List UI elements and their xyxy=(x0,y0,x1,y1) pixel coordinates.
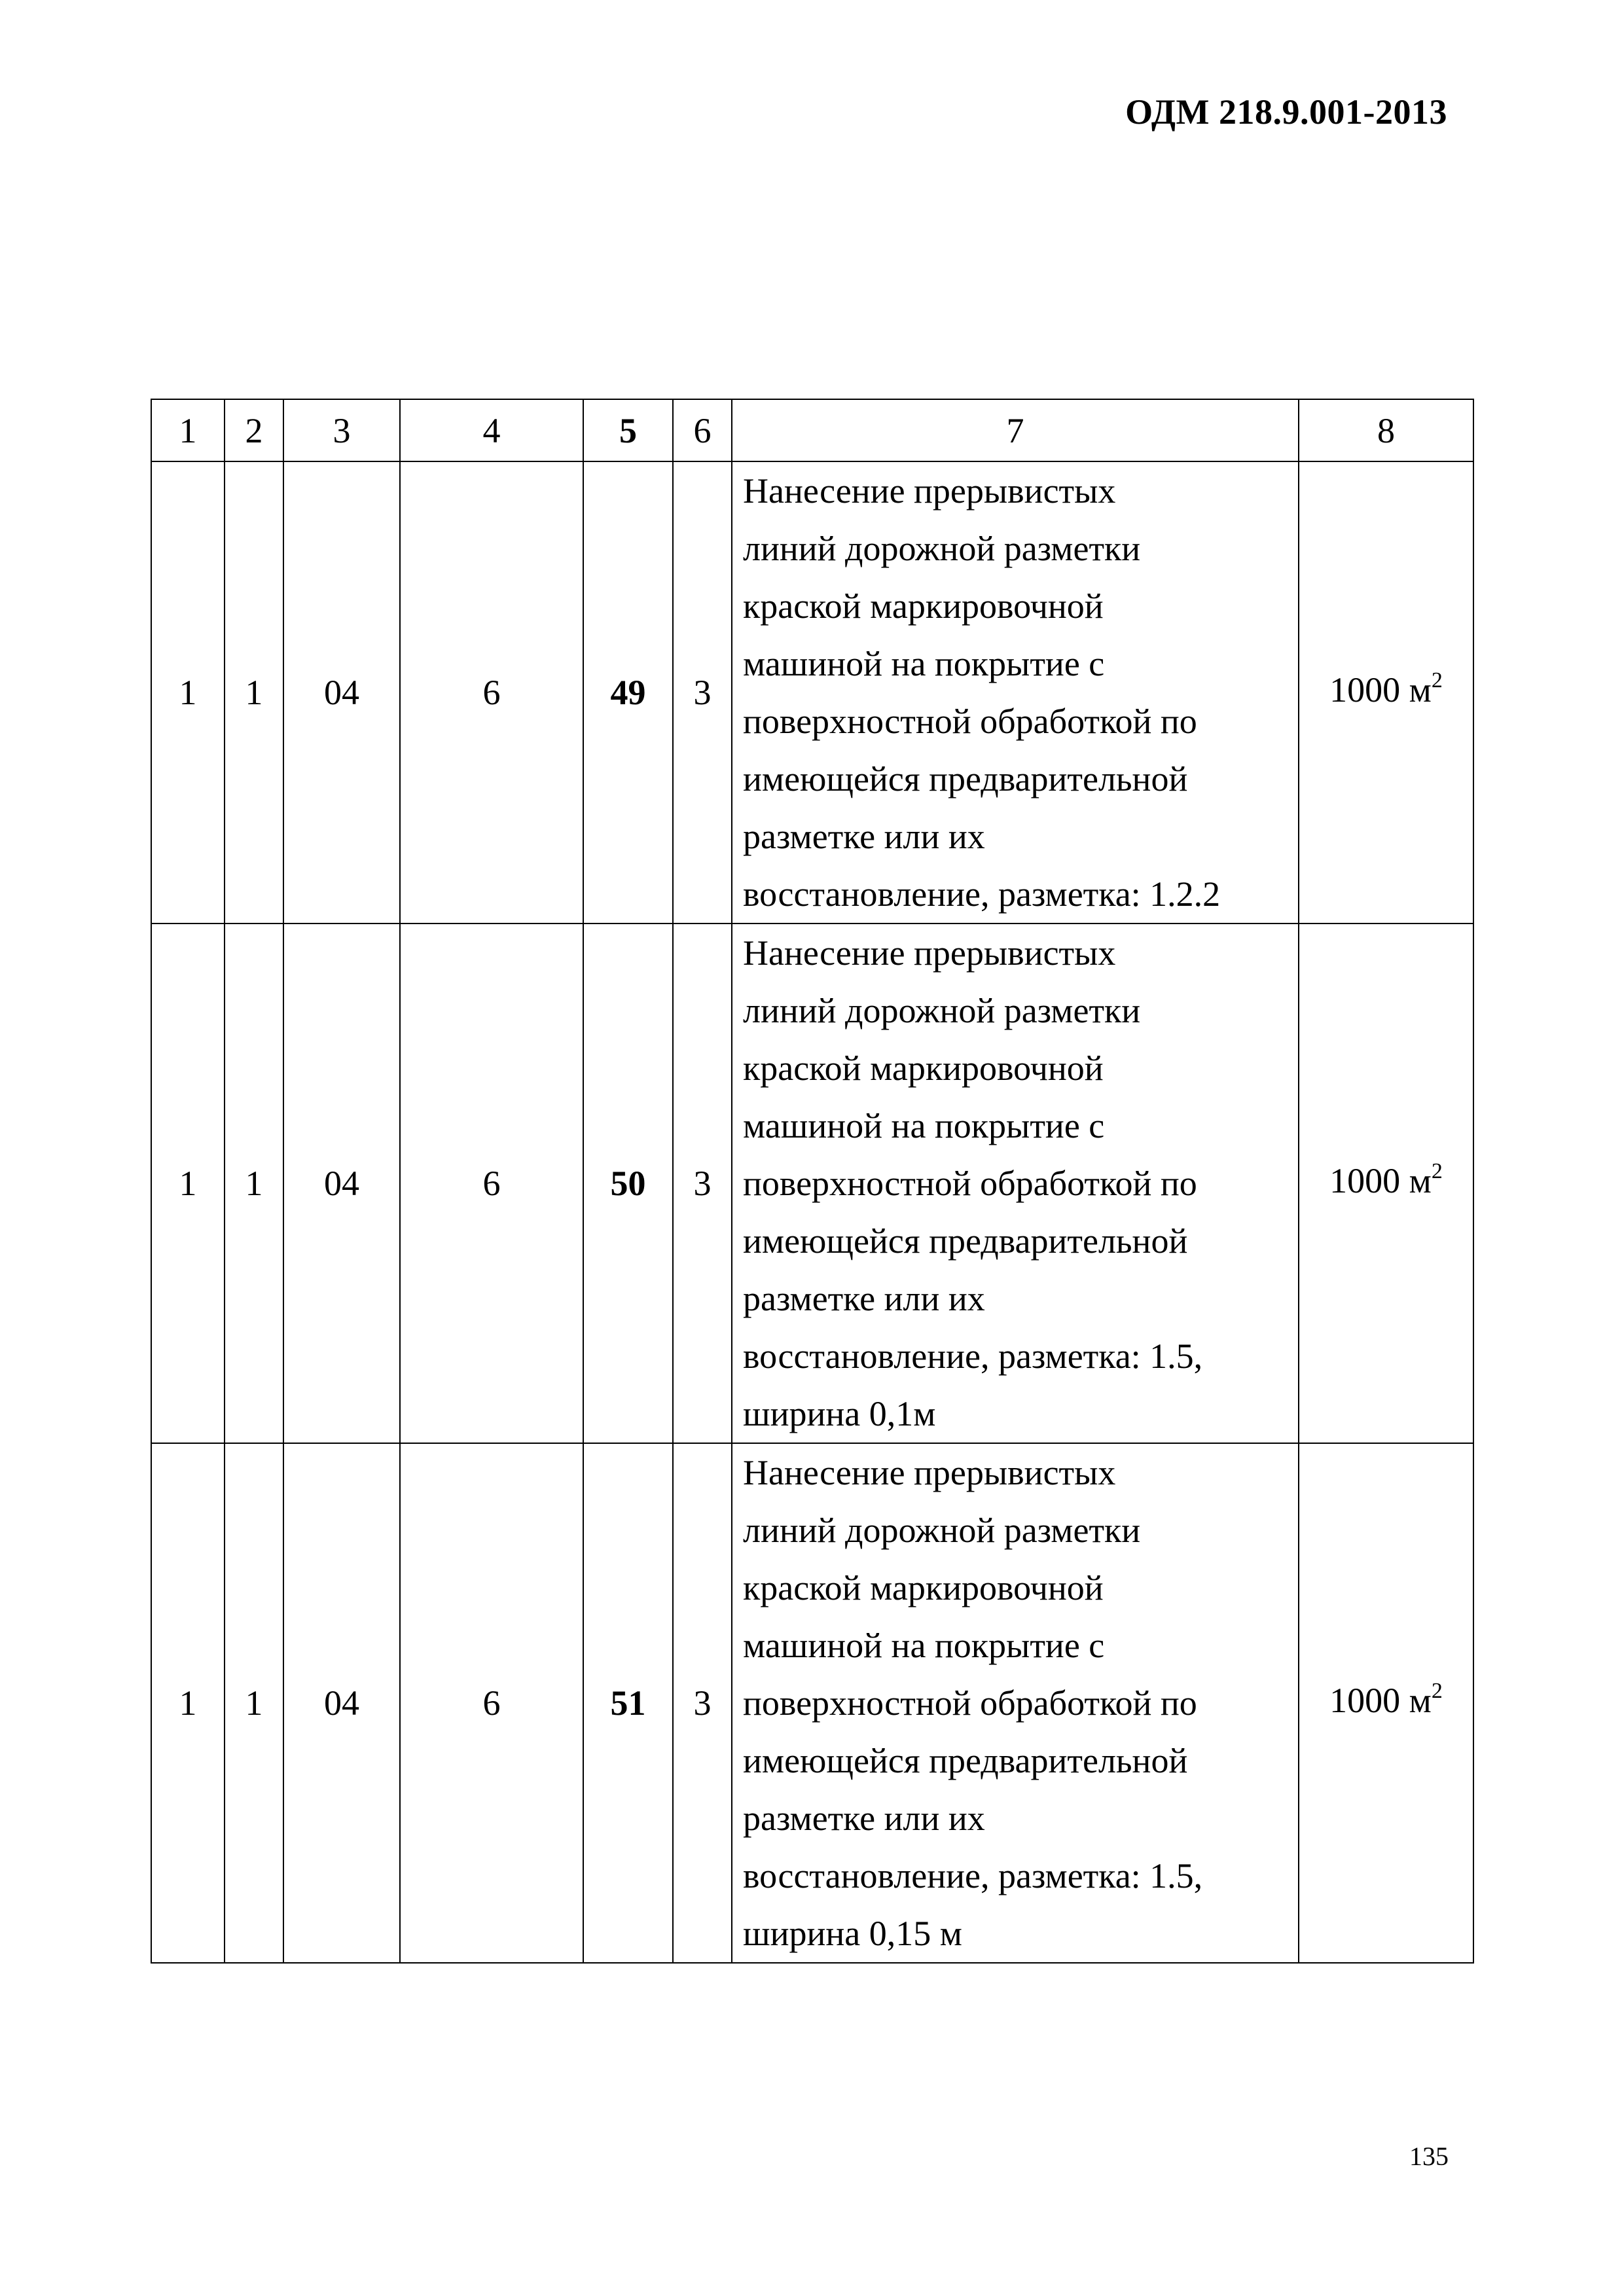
column-header-8: 8 xyxy=(1299,399,1473,461)
work-items-table xyxy=(151,399,1474,1964)
column-header-7: 7 xyxy=(732,399,1299,461)
column-header-5: 5 xyxy=(583,399,673,461)
cell-col-6: 3 xyxy=(673,461,732,924)
cell-col-1: 1 xyxy=(151,924,225,1443)
unit-exponent: 2 xyxy=(1431,1679,1443,1703)
cell-col-4: 6 xyxy=(400,1443,583,1963)
column-header-1: 1 xyxy=(151,399,225,461)
description-line: восстановление, разметка: 1.5, xyxy=(743,1856,1203,1895)
table-row xyxy=(151,1443,1473,1963)
description-line: Нанесение прерывистых xyxy=(743,933,1116,973)
column-header-6: 6 xyxy=(673,399,732,461)
description-line: ширина 0,1м xyxy=(743,1394,936,1433)
description-line: разметке или их xyxy=(743,1799,985,1838)
description-line: поверхностной обработкой по xyxy=(743,1683,1197,1723)
document-code: ОДМ 218.9.001-2013 xyxy=(1125,92,1447,132)
cell-col-3: 04 xyxy=(283,1443,400,1963)
table-row xyxy=(151,924,1473,1443)
column-header-4: 4 xyxy=(400,399,583,461)
description-line: линий дорожной разметки xyxy=(743,991,1141,1030)
column-header-3: 3 xyxy=(283,399,400,461)
cell-description xyxy=(732,1443,1299,1963)
description-line: машиной на покрытие с xyxy=(743,644,1105,683)
description-line: ширина 0,15 м xyxy=(743,1914,962,1953)
cell-col-6: 3 xyxy=(673,924,732,1443)
description-line: краской маркировочной xyxy=(743,1568,1104,1607)
cell-unit xyxy=(1299,924,1473,1443)
description-line: машиной на покрытие с xyxy=(743,1106,1105,1145)
table-row xyxy=(151,461,1473,924)
cell-col-5-code: 50 xyxy=(583,924,673,1443)
cell-col-6: 3 xyxy=(673,1443,732,1963)
description-line: восстановление, разметка: 1.5, xyxy=(743,1336,1203,1376)
description-line: имеющейся предварительной xyxy=(743,1221,1188,1261)
description-line: поверхностной обработкой по xyxy=(743,702,1197,741)
cell-col-2: 1 xyxy=(225,1443,283,1963)
description-line: Нанесение прерывистых xyxy=(743,1453,1116,1492)
cell-col-2: 1 xyxy=(225,924,283,1443)
cell-col-5-code: 51 xyxy=(583,1443,673,1963)
description-line: краской маркировочной xyxy=(743,586,1104,626)
unit-exponent: 2 xyxy=(1431,668,1443,692)
cell-col-4: 6 xyxy=(400,924,583,1443)
description-line: имеющейся предварительной xyxy=(743,759,1188,798)
description-line: восстановление, разметка: 1.2.2 xyxy=(743,874,1221,914)
description-line: Нанесение прерывистых xyxy=(743,471,1116,511)
description-line: разметке или их xyxy=(743,1279,985,1318)
cell-description xyxy=(732,924,1299,1443)
cell-unit xyxy=(1299,1443,1473,1963)
unit-text: 1000 м xyxy=(1329,670,1432,709)
cell-col-5-code: 49 xyxy=(583,461,673,924)
cell-col-4: 6 xyxy=(400,461,583,924)
unit-exponent: 2 xyxy=(1431,1159,1443,1183)
page-number: 135 xyxy=(1409,2142,1449,2171)
description-line: линий дорожной разметки xyxy=(743,1511,1141,1550)
cell-unit xyxy=(1299,461,1473,924)
cell-col-1: 1 xyxy=(151,461,225,924)
cell-col-3: 04 xyxy=(283,924,400,1443)
cell-col-3: 04 xyxy=(283,461,400,924)
cell-description xyxy=(732,461,1299,924)
column-header-2: 2 xyxy=(225,399,283,461)
description-line: разметке или их xyxy=(743,817,985,856)
cell-col-1: 1 xyxy=(151,1443,225,1963)
description-line: имеющейся предварительной xyxy=(743,1741,1188,1780)
unit-text: 1000 м xyxy=(1329,1681,1432,1720)
description-line: краской маркировочной xyxy=(743,1049,1104,1088)
table-header-row xyxy=(151,399,1473,461)
description-line: машиной на покрытие с xyxy=(743,1626,1105,1665)
cell-col-2: 1 xyxy=(225,461,283,924)
table-body xyxy=(151,399,1473,1963)
description-line: линий дорожной разметки xyxy=(743,529,1141,568)
unit-text: 1000 м xyxy=(1329,1161,1432,1200)
description-line: поверхностной обработкой по xyxy=(743,1164,1197,1203)
